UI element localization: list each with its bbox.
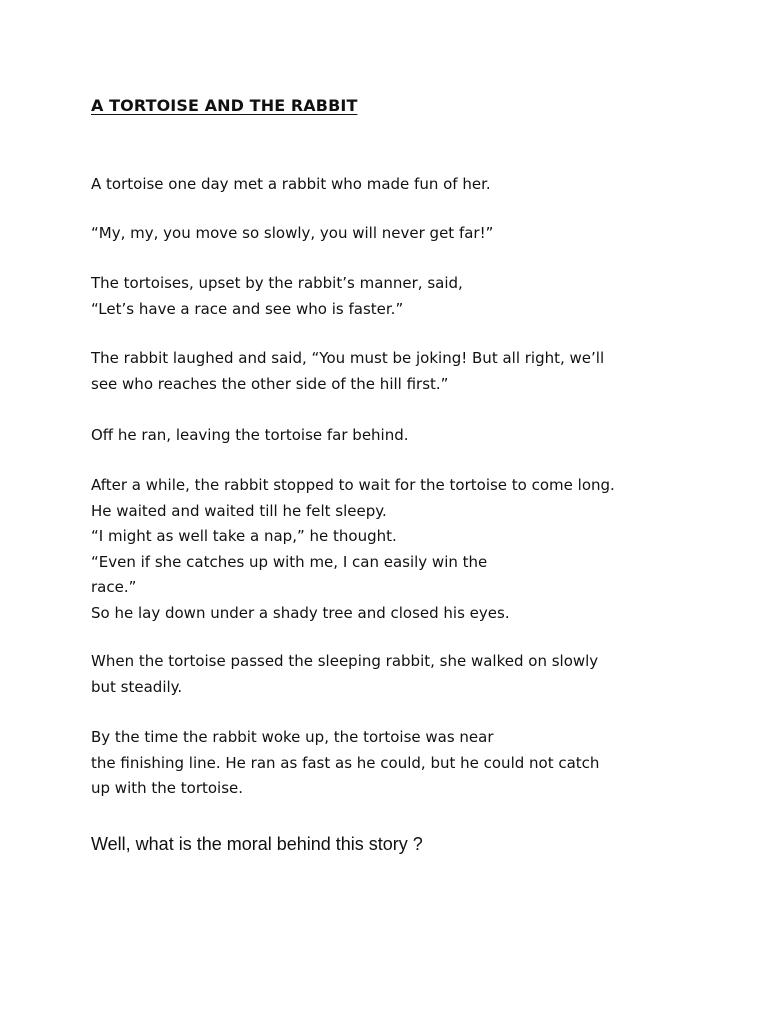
paragraph-line: “My, my, you move so slowly, you will never get far!” (91, 224, 494, 242)
paragraph-line: By the time the rabbit woke up, the tortoise was near (91, 728, 494, 746)
paragraph-5 (91, 423, 409, 449)
paragraph-line: but steadily. (91, 677, 183, 696)
paragraph-4 (91, 346, 604, 397)
story-title: A TORTOISE AND THE RABBIT (91, 96, 358, 115)
paragraph-7 (91, 649, 598, 700)
paragraph-line: the finishing line. He ran as fast as he could, but he could not catch (91, 753, 600, 772)
moral-question: Well, what is the moral behind this story ? (91, 834, 423, 854)
paragraph-6 (91, 473, 615, 626)
paragraph-line: “Even if she catches up with me, I can easily win the (91, 552, 488, 571)
paragraph-line: He waited and waited till he felt sleepy. (91, 501, 387, 520)
paragraph-line: up with the tortoise. (91, 779, 244, 797)
paragraph-line: A tortoise one day met a rabbit who made fun of her. (91, 175, 491, 193)
paragraph-1 (91, 172, 491, 198)
paragraph-line: race.” (91, 578, 137, 596)
paragraph-8 (91, 725, 599, 802)
paragraph-line: So he lay down under a shady tree and closed his eyes. (91, 603, 510, 622)
paragraph-line: “Let’s have a race and see who is faster.” (91, 299, 404, 318)
paragraph-2 (91, 221, 493, 247)
paragraph-line: The rabbit laughed and said, “You must be joking! But all right, we’ll (91, 349, 605, 367)
paragraph-3 (91, 271, 463, 322)
paragraph-line: The tortoises, upset by the rabbit’s manner, said, (91, 274, 463, 292)
paragraph-line: “I might as well take a nap,” he thought. (91, 527, 397, 545)
paragraph-line: see who reaches the other side of the hill first.” (91, 374, 449, 393)
paragraph-line: Off he ran, leaving the tortoise far behind. (91, 426, 409, 444)
paragraph-line: After a while, the rabbit stopped to wait for the tortoise to come long. (91, 476, 615, 494)
paragraph-line: When the tortoise passed the sleeping rabbit, she walked on slowly (91, 652, 599, 670)
